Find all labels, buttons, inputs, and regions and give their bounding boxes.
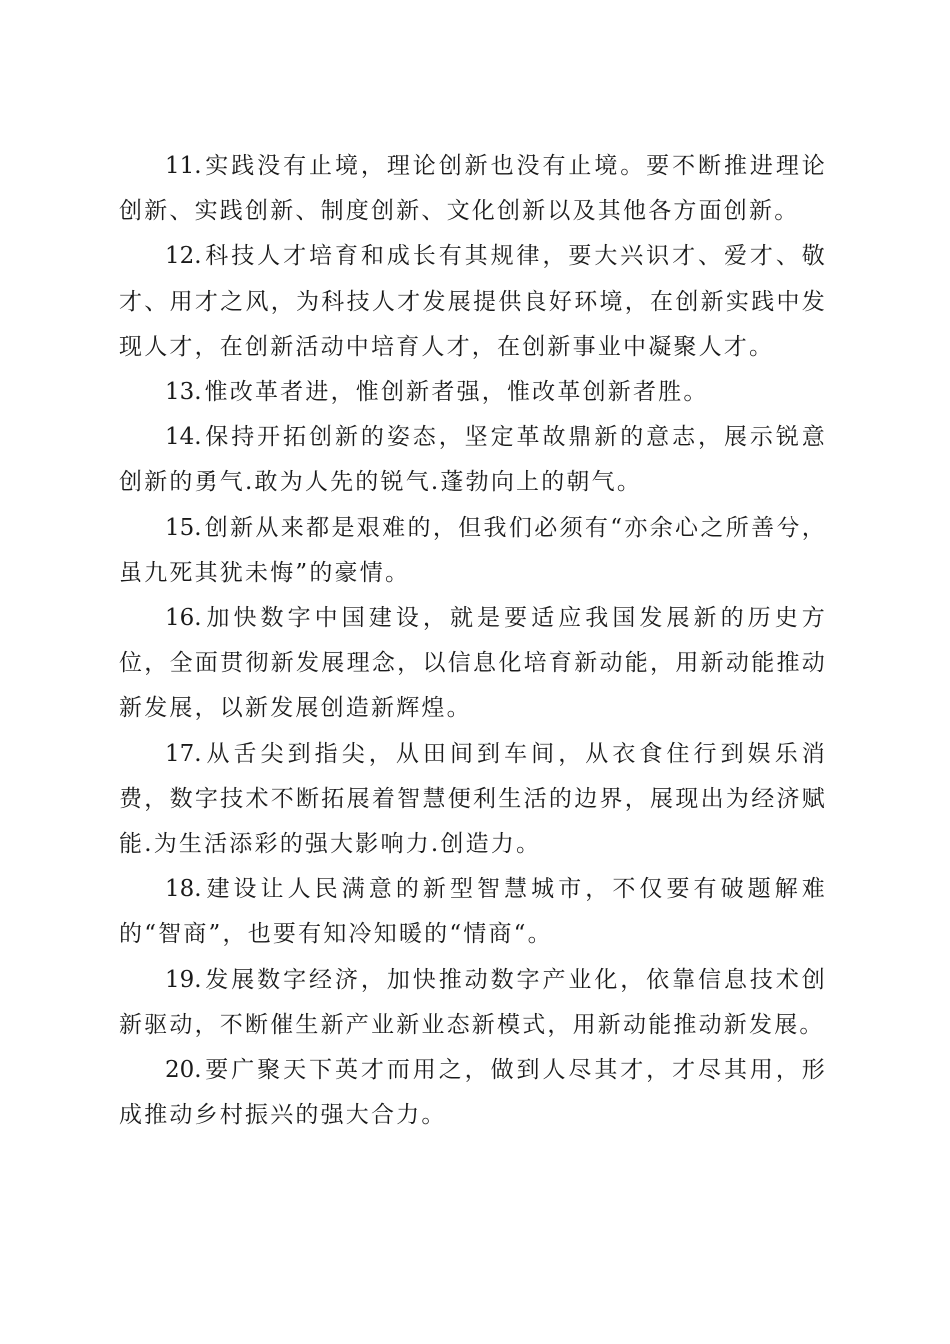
item-text: 惟改革者进，惟创新者强，惟改革创新者胜。 [204, 379, 709, 406]
paragraph-20 [119, 1048, 827, 1138]
item-number: 15. [165, 514, 202, 541]
paragraph-12 [119, 234, 827, 370]
paragraph-17 [119, 732, 827, 868]
paragraph-18 [119, 867, 827, 957]
item-text: 发展数字经济，加快推动数字产业化，依靠信息技术创新驱动，不断催生新产业新业态新模式，用新动能推动新发展。 [119, 966, 827, 1038]
item-text: 建设让人民满意的新型智慧城市，不仅要有破题解难的“智商”，也要有知冷知暖的“情商“。 [119, 876, 827, 948]
paragraph-14 [119, 415, 827, 505]
item-number: 20. [165, 1057, 202, 1084]
item-text: 创新从来都是艰难的，但我们必须有“亦余心之所善兮，虽九死其犹未悔”的豪情。 [119, 514, 827, 586]
document-body [119, 144, 827, 1138]
item-text: 要广聚天下英才而用之，做到人尽其才，才尽其用，形成推动乡村振兴的强大合力。 [119, 1057, 827, 1129]
item-text: 保持开拓创新的姿态，坚定革故鼎新的意志，展示锐意创新的勇气.敢为人先的锐气.蓬勃向上的朝气。 [119, 424, 827, 496]
item-number: 18. [165, 876, 202, 903]
paragraph-11 [119, 144, 827, 234]
paragraph-15 [119, 506, 827, 596]
item-number: 12. [165, 243, 202, 270]
item-number: 19. [165, 966, 202, 993]
item-number: 14. [165, 424, 202, 451]
item-text: 加快数字中国建设，就是要适应我国发展新的历史方位，全面贯彻新发展理念，以信息化培育新动能，用新动能推动新发展，以新发展创造新辉煌。 [119, 605, 827, 722]
item-text: 从舌尖到指尖，从田间到车间，从衣食住行到娱乐消费，数字技术不断拓展着智慧便利生活的边界，展现出为经济赋能.为生活添彩的强大影响力.创造力。 [119, 740, 827, 858]
item-number: 11. [165, 153, 202, 179]
item-number: 17. [165, 740, 202, 767]
item-text: 实践没有止境，理论创新也没有止境。要不断推进理论创新、实践创新、制度创新、文化创新以及其他各方面创新。 [119, 153, 827, 225]
item-number: 16. [165, 605, 202, 632]
paragraph-16 [119, 596, 827, 732]
paragraph-13 [119, 370, 827, 415]
item-number: 13. [165, 379, 202, 406]
item-text: 科技人才培育和成长有其规律，要大兴识才、爱才、敬才、用才之风，为科技人才发展提供良好环境，在创新实践中发现人才，在创新活动中培育人才，在创新事业中凝聚人才。 [119, 243, 827, 360]
paragraph-19 [119, 958, 827, 1048]
